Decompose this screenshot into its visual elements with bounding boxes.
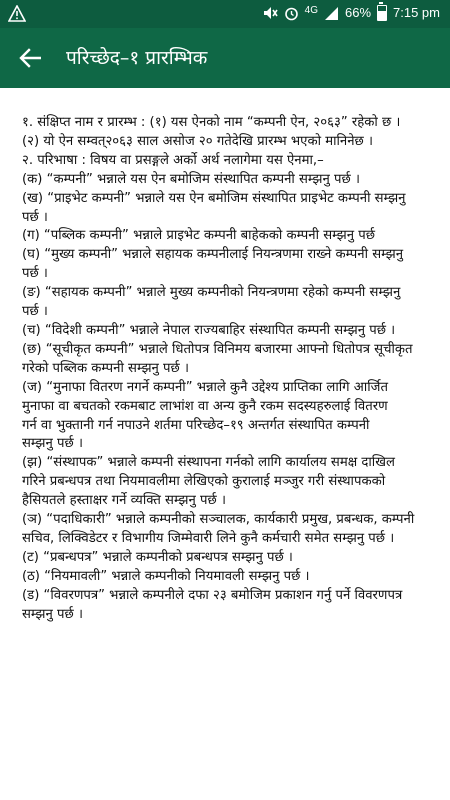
notification-triangle-icon <box>8 5 26 22</box>
law-text <box>22 114 426 624</box>
status-bar <box>0 0 450 28</box>
text-line: (ख) “प्राइभेट कम्पनी” भन्नाले यस ऐन बमोजिम संस्थापित प्राइभेट कम्पनी सम्झनु पर्छ । <box>22 190 406 225</box>
text-line: (ज) “मुनाफा वितरण नगर्ने कम्पनी” भन्नाले कुनै उद्देश्य प्राप्तिका लागि आर्जित मुनाफा वा बचतको रकमबाट लाभांश वा अन्य कुनै रकम सदस्यहरुलाई वितरण गर्न वा भुक्तानी गर्न नपाउने शर्तमा परिच्छेद–१९ अन्तर्गत संस्थापित कम्पनी सम्झनु पर्छ । <box>22 379 388 452</box>
signal-icon <box>324 6 339 21</box>
text-line: (ड) “विवरणपत्र” भन्नाले कम्पनीले दफा २३ बमोजिम प्रकाशन गर्नु पर्ने विवरणपत्र सम्झनु पर्छ । <box>22 587 403 622</box>
page-title: परिच्छेद–१ प्रारम्भिक <box>66 47 208 69</box>
clock: 7:15 pm <box>393 5 440 20</box>
text-line: (ग) “पब्लिक कम्पनी” भन्नाले प्राइभेट कम्पनी बाहेकको कम्पनी सम्झनु पर्छ <box>22 228 375 244</box>
text-line: (घ) “मुख्य कम्पनी” भन्नाले सहायक कम्पनीलाई नियन्त्रणमा राख्ने कम्पनी सम्झनु पर्छ । <box>22 247 404 282</box>
text-line: (ङ) “सहायक कम्पनी” भन्नाले मुख्य कम्पनीको नियन्त्रणमा रहेको कम्पनी सम्झनु पर्छ । <box>22 285 401 320</box>
text-line: (ञ) “पदाधिकारी” भन्नाले कम्पनीको सञ्चालक, कार्यकारी प्रमुख, प्रबन्धक, कम्पनी सचिव, लिक्विडेटर र विभागीय जिम्मेवारी लिने कुनै कर्मचारी समेत सम्झनु पर्छ । <box>22 512 415 546</box>
back-button[interactable] <box>12 41 48 75</box>
network-type: 4G <box>304 4 318 16</box>
text-line: (ट) “प्रबन्धपत्र” भन्नाले कम्पनीको प्रबन्धपत्र सम्झनु पर्छ । <box>22 549 293 565</box>
text-line: २. परिभाषा : विषय वा प्रसङ्गले अर्को अर्थ नलागेमा यस ऐनमा,– <box>22 152 324 168</box>
text-line: १. संक्षिप्त नाम र प्रारम्भ : (१) यस ऐनको नाम “कम्पनी ऐन, २०६३” रहेको छ । <box>22 115 401 130</box>
arrow-left-icon <box>19 48 41 68</box>
status-icons <box>262 4 440 22</box>
text-line: (ठ) “नियमावली” भन्नाले कम्पनीको नियमावली सम्झनु पर्छ । <box>22 568 310 584</box>
content-scroll-area[interactable] <box>0 96 450 800</box>
mute-icon <box>262 5 278 21</box>
battery-percent: 66% <box>344 5 372 20</box>
text-line: (च) “विदेशी कम्पनी” भन्नाले नेपाल राज्यबाहिर संस्थापित कम्पनी सम्झनु पर्छ । <box>22 322 396 338</box>
app-bar <box>0 28 450 88</box>
battery-icon <box>377 5 387 21</box>
text-line: (छ) “सूचीकृत कम्पनी” भन्नाले धितोपत्र विनिमय बजारमा आफ्नो धितोपत्र सूचीकृत गरेको पब्लिक कम्पनी सम्झनु पर्छ । <box>22 341 413 376</box>
text-line: (झ) “संस्थापक” भन्नाले कम्पनी संस्थापना गर्नको लागि कार्यालय समक्ष दाखिल गरिने प्रबन्धपत्र तथा नियमावलीमा लेखिएको कुरालाई मञ्जुर गरी संस्थापकको हैसियतले हस्ताक्षर गर्ने व्यक्ति सम्झनु पर्छ । <box>22 455 395 509</box>
text-line: (क) “कम्पनी” भन्नाले यस ऐन बमोजिम संस्थापित कम्पनी सम्झनु पर्छ । <box>22 171 360 187</box>
alarm-icon <box>284 5 299 21</box>
text-line: (२) यो ऐन सम्वत्२०६३ साल असोज २० गतेदेखि प्रारम्भ भएको मानिनेछ । <box>22 133 373 149</box>
